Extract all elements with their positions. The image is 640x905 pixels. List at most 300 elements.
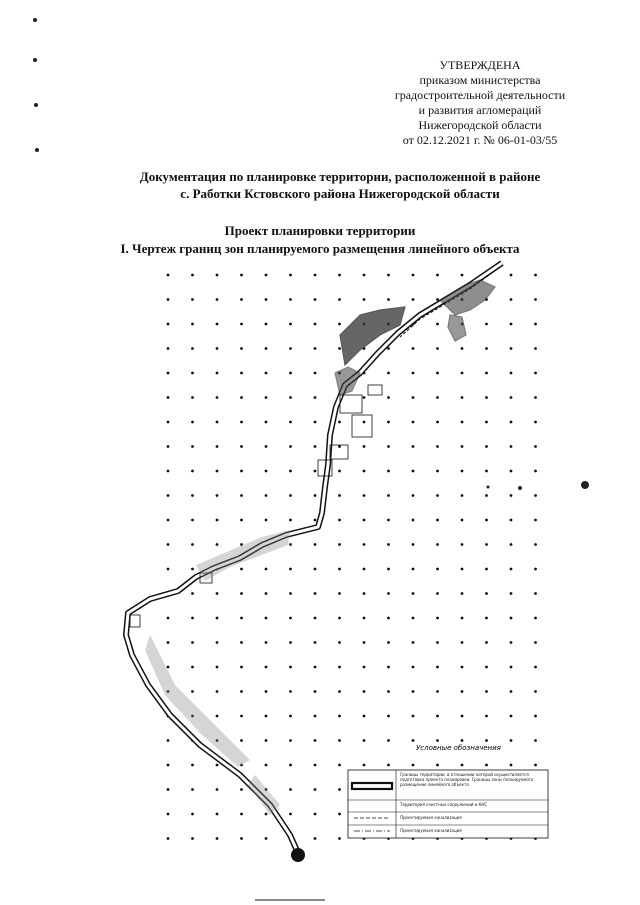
grid-dot	[216, 274, 219, 277]
grid-dot	[191, 641, 194, 644]
grid-dot	[289, 788, 292, 791]
grid-dot	[265, 519, 268, 522]
grid-dot	[314, 543, 317, 546]
grid-dot	[363, 396, 366, 399]
grid-dot	[436, 666, 439, 669]
grid-dot	[510, 519, 513, 522]
grid-dot	[314, 396, 317, 399]
grid-dot	[289, 298, 292, 301]
grid-dot	[363, 568, 366, 571]
grid-dot	[265, 837, 268, 840]
grid-dot	[387, 690, 390, 693]
grid-dot	[485, 666, 488, 669]
grid-dot	[510, 764, 513, 767]
grid-dot	[265, 323, 268, 326]
grid-dot	[412, 372, 415, 375]
terrain-hatching	[335, 280, 495, 395]
grid-dot	[461, 543, 464, 546]
grid-dot	[289, 592, 292, 595]
grid-dot	[534, 519, 537, 522]
grid-dot	[338, 298, 341, 301]
scan-specks	[487, 481, 590, 490]
grid-dot	[338, 568, 341, 571]
terrain-texture	[145, 530, 290, 815]
grid-dot	[510, 494, 513, 497]
grid-dot	[314, 715, 317, 718]
grid-dot	[289, 617, 292, 620]
grid-dot	[289, 813, 292, 816]
grid-dot	[363, 519, 366, 522]
grid-dot	[216, 421, 219, 424]
grid-dot	[289, 494, 292, 497]
grid-dot	[314, 372, 317, 375]
grid-dot	[363, 421, 366, 424]
grid-dot	[363, 494, 366, 497]
grid-dot	[167, 347, 170, 350]
grid-dot	[314, 764, 317, 767]
legend-item-label: Территория очистных сооружений и КНС	[400, 802, 488, 807]
grid-dot	[240, 372, 243, 375]
grid-dot	[314, 739, 317, 742]
grid-dot	[436, 764, 439, 767]
grid-dot	[387, 543, 390, 546]
grid-dot	[240, 323, 243, 326]
grid-dot	[387, 568, 390, 571]
grid-dot	[265, 592, 268, 595]
grid-dot	[510, 298, 513, 301]
project-heading: Проект планировки территории	[224, 223, 416, 238]
grid-dot	[363, 715, 366, 718]
grid-dot	[412, 641, 415, 644]
grid-dot	[387, 617, 390, 620]
grid-dot	[363, 666, 366, 669]
grid-dot	[436, 715, 439, 718]
grid-dot	[191, 617, 194, 620]
grid-dot	[265, 666, 268, 669]
grid-dot	[216, 298, 219, 301]
grid-dot	[412, 494, 415, 497]
grid-dot	[265, 739, 268, 742]
grid-dot	[338, 592, 341, 595]
grid-dot	[314, 445, 317, 448]
grid-dot	[314, 519, 317, 522]
grid-dot	[534, 543, 537, 546]
grid-dot	[240, 470, 243, 473]
grid-dot	[338, 445, 341, 448]
grid-dot	[534, 372, 537, 375]
grid-dot	[387, 592, 390, 595]
grid-dot	[191, 764, 194, 767]
grid-dot	[216, 323, 219, 326]
grid-dot	[387, 445, 390, 448]
grid-dot	[216, 617, 219, 620]
grid-dot	[216, 592, 219, 595]
grid-dot	[216, 813, 219, 816]
grid-dot	[387, 641, 390, 644]
grid-dot	[338, 788, 341, 791]
grid-dot	[363, 445, 366, 448]
grid-dot	[240, 298, 243, 301]
grid-dot	[534, 592, 537, 595]
grid-dot	[216, 445, 219, 448]
grid-dot	[510, 445, 513, 448]
grid-dot	[314, 298, 317, 301]
grid-dot	[534, 445, 537, 448]
grid-dot	[289, 421, 292, 424]
grid-dot	[167, 788, 170, 791]
grid-dot	[461, 690, 464, 693]
legend-symbol-boundary	[352, 783, 392, 789]
grid-dot	[314, 274, 317, 277]
grid-dot	[191, 323, 194, 326]
grid-dot	[436, 494, 439, 497]
grid-dot	[191, 837, 194, 840]
grid-dot	[461, 347, 464, 350]
grid-dot	[485, 715, 488, 718]
grid-dot	[436, 347, 439, 350]
grid-dot	[363, 543, 366, 546]
legend	[348, 744, 548, 838]
grid-dot	[363, 298, 366, 301]
grid-dot	[436, 739, 439, 742]
grid-dot	[485, 372, 488, 375]
project-subtitle: I. Чертеж границ зон планируемого размещения линейного объекта	[120, 241, 520, 256]
grid-dot	[167, 445, 170, 448]
grid-dot	[436, 641, 439, 644]
grid-dot	[289, 715, 292, 718]
grid-dot	[412, 592, 415, 595]
grid-dot	[191, 690, 194, 693]
grid-dot	[191, 372, 194, 375]
grid-dot	[265, 470, 268, 473]
grid-dot	[485, 494, 488, 497]
grid-dot	[240, 690, 243, 693]
grid-dot	[191, 666, 194, 669]
grid-dot	[265, 813, 268, 816]
legend-title: Условные обозначения	[416, 744, 501, 752]
grid-dot	[289, 274, 292, 277]
grid-dot	[216, 372, 219, 375]
grid-dot	[510, 568, 513, 571]
grid-dot	[412, 543, 415, 546]
grid-dot	[338, 347, 341, 350]
grid-dot	[338, 813, 341, 816]
grid-dot	[191, 298, 194, 301]
grid-dot	[338, 421, 341, 424]
grid-dot	[240, 715, 243, 718]
grid-dot	[534, 494, 537, 497]
legend-item-label: Проектируемая канализация	[400, 815, 462, 820]
grid-dot	[387, 739, 390, 742]
grid-dot	[167, 396, 170, 399]
grid-dot	[412, 617, 415, 620]
grid-dot	[485, 323, 488, 326]
grid-dot	[240, 396, 243, 399]
grid-dot	[240, 788, 243, 791]
grid-dot	[534, 274, 537, 277]
approval-line: приказом министерства	[419, 73, 541, 87]
grid-dot	[534, 764, 537, 767]
grid-dot	[436, 421, 439, 424]
grid-dot	[167, 470, 170, 473]
grid-dot	[191, 494, 194, 497]
grid-dot	[265, 568, 268, 571]
grid-dot	[510, 739, 513, 742]
grid-dot	[534, 690, 537, 693]
grid-dot	[461, 519, 464, 522]
grid-dot	[485, 568, 488, 571]
grid-dot	[363, 617, 366, 620]
margin-mark	[33, 18, 37, 22]
grid-dot	[412, 470, 415, 473]
grid-dot	[289, 347, 292, 350]
grid-dot	[265, 445, 268, 448]
grid-dot	[338, 739, 341, 742]
grid-dot	[167, 617, 170, 620]
grid-dot	[265, 274, 268, 277]
grid-dot	[412, 519, 415, 522]
grid-dot	[338, 641, 341, 644]
approval-line: градостроительной деятельности	[394, 88, 566, 102]
grid-dot	[461, 421, 464, 424]
approval-line: Нижегородской области	[418, 118, 542, 132]
grid-dot	[461, 372, 464, 375]
route-endpoint	[291, 848, 305, 862]
grid-dot	[240, 739, 243, 742]
grid-dot	[314, 617, 317, 620]
grid-dot	[485, 690, 488, 693]
grid-dot	[314, 666, 317, 669]
grid-dot	[412, 739, 415, 742]
grid-dot	[363, 739, 366, 742]
grid-dot	[510, 323, 513, 326]
grid-dot	[461, 396, 464, 399]
grid-dot	[240, 445, 243, 448]
grid-dot	[412, 715, 415, 718]
grid-dot	[510, 592, 513, 595]
grid-dot	[265, 494, 268, 497]
grid-dot	[191, 813, 194, 816]
planning-drawing	[0, 255, 640, 905]
grid-dot	[534, 323, 537, 326]
grid-dot	[510, 396, 513, 399]
grid-dot	[338, 519, 341, 522]
grid-dot	[289, 445, 292, 448]
grid-dot	[485, 470, 488, 473]
grid-dot	[387, 519, 390, 522]
grid-dot	[314, 568, 317, 571]
grid-dot	[289, 372, 292, 375]
grid-dot	[289, 690, 292, 693]
grid-dot	[534, 715, 537, 718]
grid-dot	[461, 494, 464, 497]
grid-dot	[338, 323, 341, 326]
grid-dot	[240, 837, 243, 840]
grid-dot	[485, 592, 488, 595]
grid-dot	[436, 323, 439, 326]
grid-dot	[387, 396, 390, 399]
grid-dot	[412, 666, 415, 669]
grid-dot	[461, 715, 464, 718]
grid-dot	[191, 347, 194, 350]
grid-dot	[191, 470, 194, 473]
grid-dot	[436, 690, 439, 693]
grid-dot	[314, 323, 317, 326]
grid-dot	[240, 274, 243, 277]
grid-dot	[338, 617, 341, 620]
grid-dot	[534, 617, 537, 620]
grid-dot	[338, 666, 341, 669]
grid-dot	[314, 641, 317, 644]
approval-heading: УТВЕРЖДЕНА	[439, 58, 521, 72]
grid-dot	[485, 445, 488, 448]
grid-dot	[265, 764, 268, 767]
grid-dot	[485, 421, 488, 424]
grid-dot	[436, 372, 439, 375]
grid-dot	[363, 592, 366, 595]
grid-dot	[387, 470, 390, 473]
grid-dot	[314, 837, 317, 840]
grid-dot	[240, 494, 243, 497]
grid-dot	[534, 739, 537, 742]
grid-dot	[485, 617, 488, 620]
grid-dot	[412, 421, 415, 424]
grid-dot	[534, 641, 537, 644]
grid-dot	[387, 298, 390, 301]
grid-dot	[412, 396, 415, 399]
grid-dot	[314, 690, 317, 693]
grid-dot	[265, 396, 268, 399]
grid-dot	[216, 470, 219, 473]
document-title	[60, 168, 620, 202]
grid-dot	[338, 274, 341, 277]
grid-dot	[436, 445, 439, 448]
grid-dot	[412, 274, 415, 277]
grid-dot	[216, 519, 219, 522]
grid-dot	[363, 690, 366, 693]
grid-dot	[387, 274, 390, 277]
legend-item-label: Границы территории, в отношении которой осуществляется подготовка проекта планировки. Границы зоны планируемого размещения линейного объекта	[400, 772, 534, 787]
grid-dot	[314, 421, 317, 424]
grid-dot	[534, 470, 537, 473]
grid-dot	[216, 715, 219, 718]
grid-dot	[510, 690, 513, 693]
grid-dot	[534, 421, 537, 424]
grid-dot	[265, 421, 268, 424]
grid-dot	[436, 519, 439, 522]
grid-dot	[314, 494, 317, 497]
grid-dot	[510, 372, 513, 375]
grid-dot	[461, 445, 464, 448]
grid-dot	[485, 641, 488, 644]
grid-dot	[216, 666, 219, 669]
grid-dot	[191, 592, 194, 595]
grid-dot	[387, 494, 390, 497]
grid-dot	[485, 347, 488, 350]
grid-dot	[436, 568, 439, 571]
grid-dot	[265, 715, 268, 718]
grid-dot	[167, 372, 170, 375]
grid-dot	[265, 347, 268, 350]
grid-dot	[167, 568, 170, 571]
grid-dot	[191, 543, 194, 546]
grid-dot	[534, 568, 537, 571]
grid-dot	[216, 347, 219, 350]
grid-dot	[191, 568, 194, 571]
grid-dot	[485, 739, 488, 742]
grid-dot	[461, 568, 464, 571]
grid-dot	[240, 568, 243, 571]
grid-dot	[338, 837, 341, 840]
grid-dot	[216, 788, 219, 791]
grid-dot	[387, 715, 390, 718]
grid-dot	[240, 519, 243, 522]
grid-dot	[485, 396, 488, 399]
grid-dot	[461, 666, 464, 669]
approval-date: от 02.12.2021 г. № 06-01-03/55	[402, 133, 558, 147]
grid-dot	[240, 641, 243, 644]
grid-dot	[240, 347, 243, 350]
grid-dot	[289, 396, 292, 399]
grid-dot	[265, 617, 268, 620]
grid-dot	[191, 421, 194, 424]
grid-dot	[412, 690, 415, 693]
grid-dot	[191, 396, 194, 399]
grid-dot	[534, 666, 537, 669]
grid-dot	[338, 690, 341, 693]
grid-dot	[191, 519, 194, 522]
grid-dot	[167, 494, 170, 497]
grid-dot	[191, 445, 194, 448]
margin-mark	[35, 148, 39, 152]
grid-dot	[289, 568, 292, 571]
grid-dot	[314, 347, 317, 350]
grid-dot	[461, 274, 464, 277]
grid-dot	[534, 396, 537, 399]
grid-dot	[289, 739, 292, 742]
grid-dot	[289, 764, 292, 767]
grid-dot	[289, 666, 292, 669]
grid-dot	[289, 641, 292, 644]
grid-dot	[216, 837, 219, 840]
grid-dot	[216, 494, 219, 497]
grid-dot	[338, 494, 341, 497]
grid-dot	[363, 764, 366, 767]
legend-item-label: Проектируемая канализация	[400, 828, 462, 833]
margin-mark	[33, 58, 37, 62]
grid-dot	[191, 788, 194, 791]
grid-dot	[510, 274, 513, 277]
grid-dot	[510, 421, 513, 424]
grid-dot	[265, 372, 268, 375]
grid-dot	[510, 470, 513, 473]
grid-dot	[510, 617, 513, 620]
grid-dot	[314, 470, 317, 473]
grid-dot	[314, 813, 317, 816]
grid-dot	[534, 298, 537, 301]
grid-dot	[240, 813, 243, 816]
approval-line: и развития агломераций	[418, 103, 542, 117]
grid-dot	[240, 617, 243, 620]
grid-dot	[167, 543, 170, 546]
grid-dot	[363, 274, 366, 277]
grid-dot	[265, 641, 268, 644]
grid-dot	[191, 274, 194, 277]
grid-dot	[240, 592, 243, 595]
grid-dot	[534, 347, 537, 350]
grid-dot	[289, 543, 292, 546]
grid-dot	[216, 764, 219, 767]
